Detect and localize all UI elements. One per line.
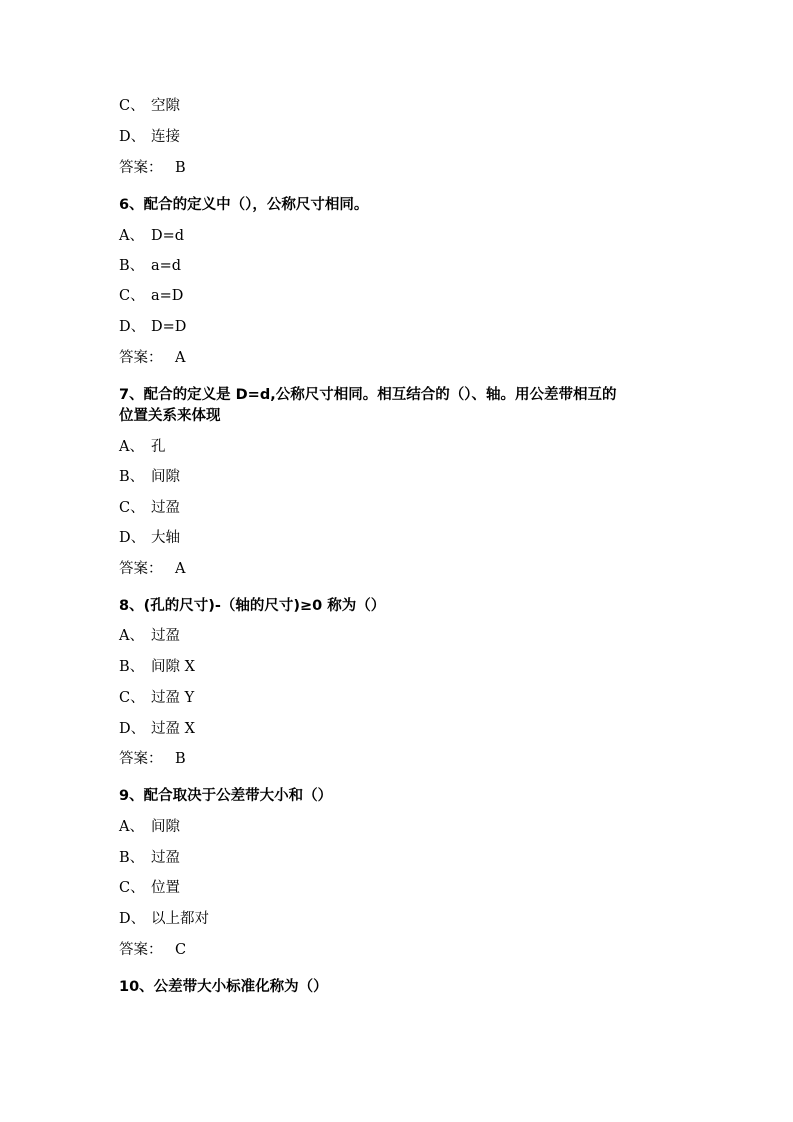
option-text: 间隙 <box>151 469 180 485</box>
answer-value: C <box>175 942 187 958</box>
option-a <box>119 817 180 837</box>
answer-value: B <box>175 160 186 176</box>
answer-label: 答案： <box>119 160 163 176</box>
option-d <box>119 528 180 548</box>
option-letter: D、 <box>119 721 146 737</box>
answer-line <box>119 749 186 769</box>
option-letter: C、 <box>119 690 145 706</box>
answer-label: 答案： <box>119 751 163 767</box>
answer-line <box>119 559 185 579</box>
option-letter: A、 <box>119 439 144 455</box>
answer-value: A <box>175 350 186 366</box>
option-text: 间隙 <box>151 819 180 835</box>
option-b <box>119 848 180 868</box>
answer-line <box>119 158 186 178</box>
answer-value: B <box>175 751 186 767</box>
option-d <box>119 127 180 147</box>
option-text: D=d <box>151 228 185 244</box>
option-letter: A、 <box>119 228 144 244</box>
option-d <box>119 719 195 739</box>
option-text: 空隙 <box>151 98 180 114</box>
option-c <box>119 498 180 518</box>
option-letter: A、 <box>119 819 144 835</box>
option-b <box>119 467 180 487</box>
option-text: 孔 <box>151 439 166 455</box>
answer-line <box>119 940 186 960</box>
question-title: 9、配合取决于公差带大小和（） <box>119 788 333 804</box>
option-letter: B、 <box>119 659 145 675</box>
option-letter: C、 <box>119 288 145 304</box>
question-title-continued: 位置关系来体现 <box>119 408 221 424</box>
answer-label: 答案： <box>119 942 163 958</box>
option-letter: D、 <box>119 911 146 927</box>
option-letter: A、 <box>119 628 144 644</box>
option-text: 位置 <box>151 880 180 896</box>
option-c <box>119 688 194 708</box>
option-text: 连接 <box>151 129 180 145</box>
answer-value: A <box>175 561 186 577</box>
option-text: 过盈 <box>151 500 180 516</box>
option-d <box>119 317 186 337</box>
option-c <box>119 286 183 306</box>
option-c <box>119 878 180 898</box>
option-b <box>119 657 195 677</box>
option-a <box>119 437 166 457</box>
answer-line <box>119 348 185 368</box>
option-text: 以上都对 <box>151 911 209 927</box>
option-text: 大轴 <box>151 530 180 546</box>
question-title: 8、(孔的尺寸)-（轴的尺寸)≥0 称为（） <box>119 598 386 614</box>
option-text: 间隙 X <box>151 659 195 675</box>
option-text: 过盈 Y <box>151 690 195 706</box>
option-b <box>119 256 181 276</box>
question-title: 6、配合的定义中（），公称尺寸相同。 <box>119 197 369 213</box>
option-letter: D、 <box>119 530 146 546</box>
option-letter: C、 <box>119 98 145 114</box>
question-title: 10、公差带大小标准化称为（） <box>119 979 328 995</box>
answer-label: 答案： <box>119 350 163 366</box>
option-text: a=D <box>151 288 184 304</box>
option-text: 过盈 <box>151 850 180 866</box>
option-letter: B、 <box>119 469 145 485</box>
option-a <box>119 226 184 246</box>
question-title: 7、配合的定义是 D=d,公称尺寸相同。相互结合的（）、轴。用公差带相互的 <box>119 387 617 403</box>
option-letter: D、 <box>119 319 146 335</box>
option-d <box>119 909 209 929</box>
option-letter: C、 <box>119 880 145 896</box>
option-letter: C、 <box>119 500 145 516</box>
option-letter: B、 <box>119 258 145 274</box>
option-text: 过盈 <box>151 628 180 644</box>
option-text: D=D <box>151 319 187 335</box>
answer-label: 答案： <box>119 561 163 577</box>
option-text: a=d <box>151 258 182 274</box>
option-text: 过盈 X <box>151 721 195 737</box>
option-c <box>119 96 180 116</box>
option-letter: D、 <box>119 129 146 145</box>
option-a <box>119 626 180 646</box>
option-letter: B、 <box>119 850 145 866</box>
